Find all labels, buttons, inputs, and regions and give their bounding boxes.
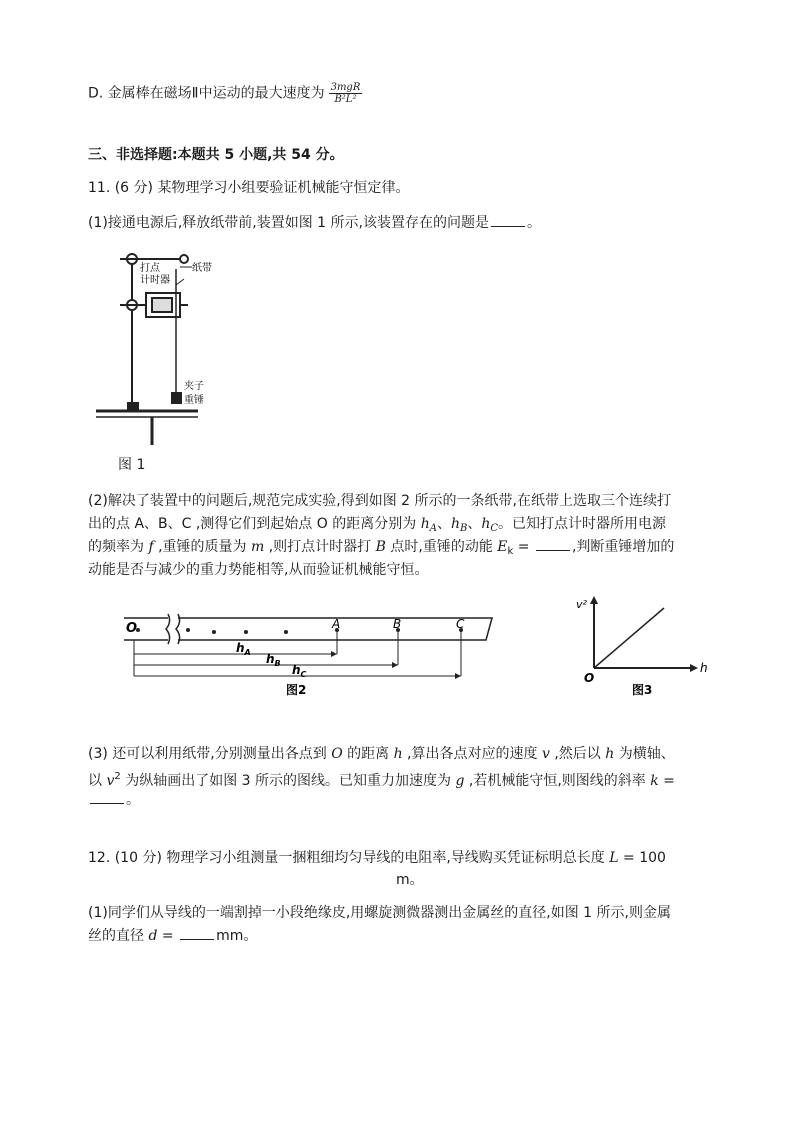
answer-blank[interactable] xyxy=(90,791,124,804)
q11-part1-text: (1)接通电源后,释放纸带前,装置如图 1 所示,该装置存在的问题是 xyxy=(88,215,489,231)
point-o-label: O xyxy=(126,621,138,636)
equals: = xyxy=(658,773,675,789)
x-axis-arrow xyxy=(690,664,698,672)
q11-part2-line4: 动能是否与减少的重力势能相等,从而验证机械能守恒。 xyxy=(88,562,429,578)
figure-1-apparatus xyxy=(88,245,228,475)
text: 为横轴、 xyxy=(614,746,675,762)
math-sup: 2 xyxy=(114,771,121,782)
text: 出的点 A、B、C ,测得它们到起始点 O 的距离分别为 xyxy=(88,516,421,532)
hc-h: h xyxy=(292,663,301,677)
math-sub: C xyxy=(490,523,499,534)
y-axis-arrow xyxy=(590,596,598,604)
punct: 、 xyxy=(436,516,451,532)
point-b-label: B xyxy=(393,617,402,631)
math-k: k xyxy=(650,773,659,789)
answer-blank[interactable] xyxy=(536,538,570,551)
math-m: m xyxy=(251,539,265,555)
q11-part3-line2 xyxy=(88,767,675,791)
label-weight: 重锤 xyxy=(184,395,204,406)
q11-part2-line3 xyxy=(88,537,674,562)
math-h: h xyxy=(605,746,615,762)
text: 的距离 xyxy=(342,746,394,762)
punct: 。 xyxy=(527,215,541,231)
answer-blank[interactable] xyxy=(491,214,525,227)
stand-base xyxy=(128,403,138,411)
math-h: h xyxy=(481,516,491,532)
ha-label xyxy=(236,641,251,657)
label-clip: 夹子 xyxy=(184,381,204,392)
arrow-head xyxy=(392,662,398,668)
figure-1-caption: 图 1 xyxy=(118,457,146,473)
tape-dot xyxy=(284,630,288,634)
math-E: E xyxy=(497,539,508,555)
text: 为纵轴画出了如图 3 所示的图线。已知重力加速度为 xyxy=(120,773,456,789)
equals: = xyxy=(513,539,534,555)
origin-label: O xyxy=(584,671,595,685)
ha-sub: A xyxy=(244,648,251,657)
tape-dot xyxy=(186,628,190,632)
top-arm-knob xyxy=(180,255,188,263)
text: ,判断重锤增加的 xyxy=(571,539,675,555)
x-axis-label: h xyxy=(700,661,708,675)
label-timer-2: 计时器 xyxy=(140,275,170,286)
q12-title-line1 xyxy=(88,848,666,868)
section-heading: 三、非选择题:本题共 5 小题,共 54 分。 xyxy=(88,147,344,163)
text: ,若机械能守恒,则图线的斜率 xyxy=(464,773,651,789)
y-axis-label: v² xyxy=(576,598,587,611)
q11-part3-line3 xyxy=(88,790,140,810)
label-tape: 纸带 xyxy=(192,263,212,274)
q12-part1-line1: (1)同学们从导线的一端割掉一小段绝缘皮,用螺旋测微器测出金属丝的直径,如图 1 所示,则金属 xyxy=(88,905,671,921)
tape-break xyxy=(176,614,180,644)
text: ,然后以 xyxy=(549,746,606,762)
math-h: h xyxy=(420,516,430,532)
q12-part1-line2 xyxy=(88,926,257,946)
hc-sub: C xyxy=(300,670,307,679)
timer-inner xyxy=(152,298,172,312)
math-L: L xyxy=(609,850,619,866)
math-v: v xyxy=(541,746,550,762)
option-d xyxy=(88,82,362,105)
option-d-text: D. 金属棒在磁场Ⅱ中运动的最大速度为 xyxy=(88,85,325,102)
math-g: g xyxy=(455,773,465,789)
equals: = xyxy=(618,850,640,866)
arrow-head xyxy=(455,673,461,679)
math-sub: k xyxy=(507,546,514,557)
q11-part3-line1 xyxy=(88,744,675,764)
text: mm。 xyxy=(216,928,258,944)
figure-2-tape xyxy=(120,610,500,705)
text: ,重锤的质量为 xyxy=(153,539,251,555)
q11-part2-line2 xyxy=(88,514,666,539)
weight xyxy=(172,393,181,403)
q11-part1 xyxy=(88,213,541,233)
figure-2-caption: 图2 xyxy=(286,683,307,697)
hb-sub: B xyxy=(274,659,281,668)
fraction-numerator: 3mgR xyxy=(330,82,361,93)
math-h: h xyxy=(450,516,460,532)
text: 点时,重锤的动能 xyxy=(385,539,498,555)
math-h: h xyxy=(393,746,403,762)
figure-3-caption: 图3 xyxy=(632,683,653,697)
point-a-label: A xyxy=(332,617,341,631)
equals: = xyxy=(157,928,179,944)
fraction-denominator: B²L² xyxy=(334,94,357,105)
math-v: v xyxy=(106,773,115,789)
option-d-fraction xyxy=(329,82,363,105)
point-c-label: C xyxy=(456,617,465,631)
leader-line xyxy=(176,279,184,285)
hb-h: h xyxy=(266,652,275,666)
q11-part2-line1: (2)解决了装置中的问题后,规范完成实验,得到如图 2 所示的一条纸带,在纸带上选取三个连续打 xyxy=(88,493,671,509)
text: (3) 还可以利用纸带,分别测量出各点到 xyxy=(88,746,332,762)
length-value: 100 xyxy=(639,850,666,866)
text: ,则打点计时器打 xyxy=(264,539,376,555)
math-B: B xyxy=(375,539,386,555)
answer-blank[interactable] xyxy=(180,927,214,940)
figure-3-graph xyxy=(570,590,720,700)
text: 的频率为 xyxy=(88,539,149,555)
q12-title-line2: m。 xyxy=(396,872,424,888)
label-timer-1: 打点 xyxy=(140,263,160,274)
arrow-head xyxy=(331,651,337,657)
math-O: O xyxy=(331,746,343,762)
tape-dot xyxy=(244,630,248,634)
text: 。已知打点计时器所用电源 xyxy=(498,516,667,532)
math-sub: A xyxy=(429,523,437,534)
q11-title: 11. (6 分) 某物理学习小组要验证机械能守恒定律。 xyxy=(88,180,410,196)
text: 以 xyxy=(88,773,107,789)
text: ,算出各点对应的速度 xyxy=(402,746,542,762)
ha-h: h xyxy=(236,641,245,655)
math-sub: B xyxy=(459,523,468,534)
punct: 、 xyxy=(467,516,482,532)
text: 丝的直径 xyxy=(88,928,149,944)
punct: 。 xyxy=(126,792,140,808)
math-f: f xyxy=(148,539,154,555)
text: 12. (10 分) 物理学习小组测量一捆粗细均匀导线的电阻率,导线购买凭证标明总长度 xyxy=(88,850,610,866)
math-d: d xyxy=(148,928,158,944)
tape-dot xyxy=(212,630,216,634)
graph-line xyxy=(594,608,664,668)
